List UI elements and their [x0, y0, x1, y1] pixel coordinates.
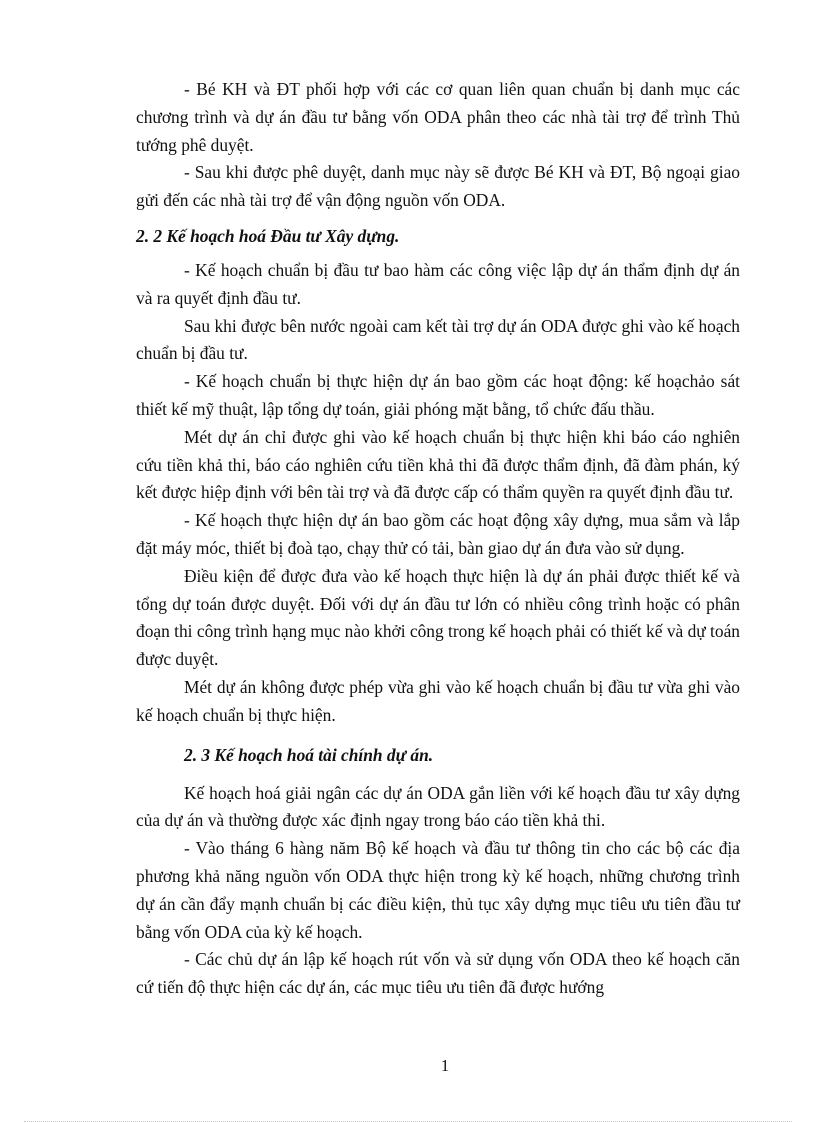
paragraph: - Kế hoạch chuẩn bị thực hiện dự án bao gồm các hoạt động: kế hoạchảo sát thiết kế mỹ thuật, lập tổng dự toán, giải phóng mặt bằng, tổ chức đấu thầu.	[136, 371, 740, 419]
paragraph: Điều kiện để được đưa vào kế hoạch thực hiện là dự án phải được thiết kế và tổng dự toán được duyệt. Đối với dự án đầu tư lớn có nhiều công trình hoặc có phân đoạn thi công trình hạng mục nào khởi công trong kế hoạch phải có thiết kế và dự toán được duyệt.	[136, 565, 740, 670]
paragraph: Kế hoạch hoá giải ngân các dự án ODA gắn liền với kế hoạch đầu tư xây dựng của dự án và thường được xác định ngay trong báo cáo tiền khả thi.	[136, 782, 740, 831]
paragraph: - Kế hoạch thực hiện dự án bao gồm các hoạt động xây dựng, mua sắm và lắp đặt máy móc, thiết bị đoà tạo, chạy thử có tải, bàn giao dự án đưa vào sử dụng.	[136, 510, 740, 558]
paragraph: - Vào tháng 6 hàng năm Bộ kế hoạch và đầu tư thông tin cho các bộ các địa phương khả năng nguồn vốn ODA thực hiện trong kỳ kế hoạch, những chương trình dự án cần đẩy mạnh chuẩn bị các điều kiện, thủ tục xây dựng mục tiêu ưu tiên đầu tư bằng vốn ODA của kỳ kế hoạch.	[136, 838, 740, 942]
paragraph: Sau khi được bên nước ngoài cam kết tài trợ dự án ODA được ghi vào kế hoạch chuẩn bị đầu tư.	[136, 315, 740, 364]
paragraph: - Kế hoạch chuẩn bị đầu tư bao hàm các công việc lập dự án thẩm định dự án và ra quyết định đầu tư.	[136, 259, 740, 308]
section-heading-2-3: 2. 3 Kế hoạch hoá tài chính dự án.	[184, 744, 434, 765]
page-number: 1	[440, 1056, 450, 1075]
page-body	[136, 76, 740, 1002]
paragraph: Mét dự án không được phép vừa ghi vào kế hoạch chuẩn bị đầu tư vừa ghi vào kế hoạch chuẩn bị thực hiện.	[136, 676, 740, 725]
paragraph: - Sau khi được phê duyệt, danh mục này sẽ được Bé KH và ĐT, Bộ ngoại giao gửi đến các nhà tài trợ để vận động nguồn vốn ODA.	[136, 162, 740, 211]
paragraph: - Bé KH và ĐT phối hợp với các cơ quan liên quan chuẩn bị danh mục các chương trình và dự án đầu tư bằng vốn ODA phân theo các nhà tài trợ để trình Thủ tướng phê duyệt.	[136, 79, 740, 155]
paragraph: Mét dự án chỉ được ghi vào kế hoạch chuẩn bị thực hiện khi báo cáo nghiên cứu tiền khả thi, báo cáo nghiên cứu tiền khả thi đã được thẩm định, đã đàm phán, ký kết được hiệp định với bên tài trợ và đã được cấp có thẩm quyền ra quyết định đầu tư.	[136, 426, 740, 503]
section-heading-2-2: 2. 2 Kế hoạch hoá Đầu tư Xây dựng.	[136, 225, 400, 246]
page-bottom-divider	[24, 1121, 792, 1122]
paragraph: - Các chủ dự án lập kế hoạch rút vốn và sử dụng vốn ODA theo kế hoạch căn cứ tiến độ thực hiện các dự án, các mục tiêu ưu tiên đã được hướng	[136, 949, 740, 998]
